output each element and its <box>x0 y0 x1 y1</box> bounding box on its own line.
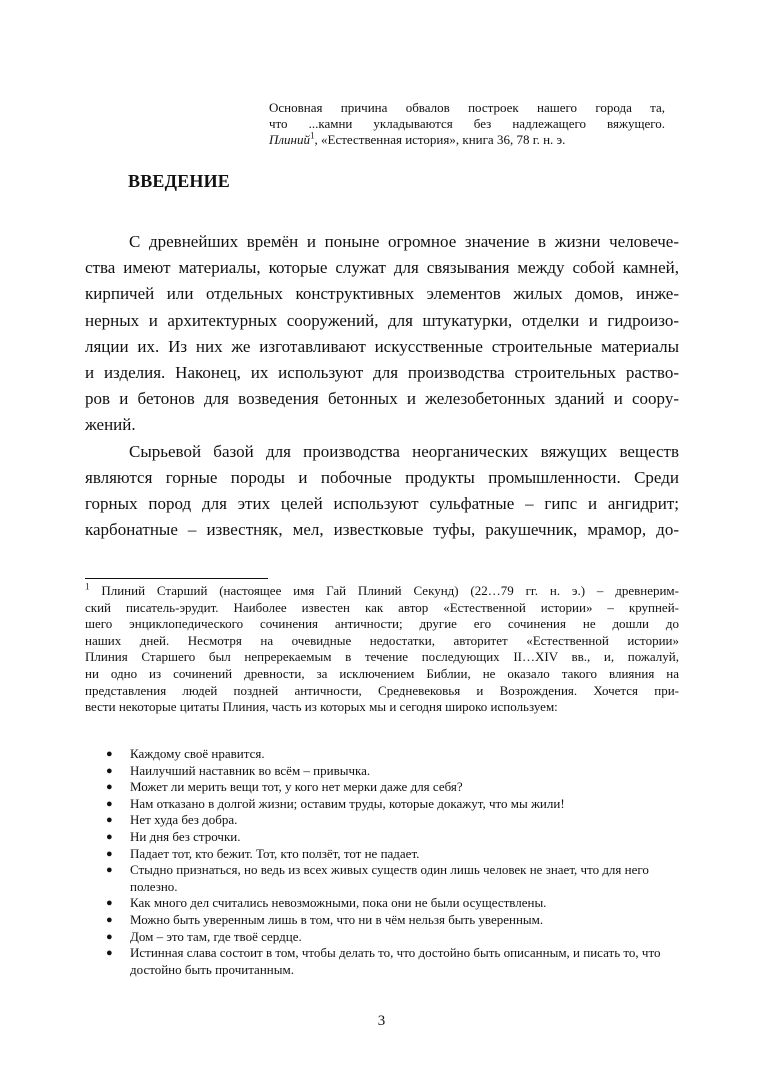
footnote-line: Плиния Старшего был непререкаемым в течение последующих II…XIV вв., и, пожалуй, <box>85 649 679 665</box>
footnote-line: наших дней. Несмотря на очевидные недостатки, авторитет «Естественной истории» <box>85 632 679 648</box>
section-heading: ВВЕДЕНИЕ <box>128 171 231 191</box>
footnote-line: вести некоторые цитаты Плиния, часть из которых мы и сегодня широко используем: <box>85 699 558 715</box>
footnote-line: $^1$ Плиний Старший (настоящее имя Гай Плиний Секунд) (22…79 гг. н. э.) – древнерим- <box>85 581 679 598</box>
paragraph-line: ров и бетонов для возведения бетонных и железобетонных зданий и соору- <box>85 389 679 409</box>
quote-text: Ни дня без строчки. <box>130 828 241 844</box>
epigraph-line: Основная причина обвалов построек нашего города та, <box>269 100 665 115</box>
quote-item <box>85 929 679 946</box>
footnote-line: шего энциклопедического сочинения античности; другие его сочинения не дошли до <box>85 616 679 632</box>
bullet-icon: ● <box>106 930 113 943</box>
quote-text: Наилучший наставник во всём – привычка. <box>130 762 371 778</box>
quote-item <box>85 812 679 829</box>
bullet-icon: ● <box>106 913 113 926</box>
quote-item <box>85 779 679 796</box>
paragraph-line: являются горные породы и побочные продукты промышленности. Среди <box>85 467 679 487</box>
footnote-line: ский писатель-эрудит. Наиболее известен как автор «Естественной истории» – крупней- <box>85 599 679 615</box>
body-text <box>85 229 679 543</box>
page-number: 3 <box>377 1013 386 1029</box>
paragraph-line: ства имеют материалы, которые служат для связывания между собой камней, <box>85 258 679 278</box>
quote-item <box>85 945 679 978</box>
bullet-icon: ● <box>106 864 113 877</box>
footnote <box>85 583 679 716</box>
paragraph-line: карбонатные – известняк, мел, известковые туфы, ракушечник, мрамор, до- <box>85 520 679 540</box>
paragraph-line: горных пород для этих целей используют сульфатные – гипс и ангидрит; <box>85 494 679 514</box>
bullet-icon: ● <box>106 847 113 860</box>
paragraph-line: Сырьевой базой для производства неорганических вяжущих веществ <box>129 441 679 461</box>
quote-item <box>85 895 679 912</box>
quote-text: Каждому своё нравится. <box>130 746 265 761</box>
footnote-line: ни одно из сочинений древности, за исключением Библии, не оказало такого влияния на <box>85 665 679 681</box>
quote-text: Стыдно признаться, но ведь из всех живых существ один лишь человек не знает, что для него полезно. <box>130 862 649 894</box>
bullet-icon: ● <box>106 830 113 843</box>
footnote-separator <box>85 578 268 579</box>
footnote-line: представления людей поздней античности, Средневековья и Возрождения. Хочется при- <box>85 682 679 698</box>
quote-text: Падает тот, кто бежит. Тот, кто ползёт, тот не падает. <box>130 845 420 861</box>
epigraph-attribution <box>269 132 665 148</box>
bullet-icon: ● <box>106 897 113 910</box>
epigraph-author: Плиний <box>269 132 311 147</box>
bullet-icon: ● <box>106 814 113 827</box>
paragraph-line: ляции их. Из них же изготавливают искусственные строительные материалы <box>85 336 679 356</box>
paragraph-line: кирпичей или отдельных конструктивных элементов жилых домов, инже- <box>85 284 679 304</box>
quote-item <box>85 829 679 846</box>
quote-item <box>85 746 679 763</box>
quote-item <box>85 862 679 895</box>
quote-text: Как много дел считались невозможными, пока они не были осуществлены. <box>130 895 547 911</box>
epigraph-line: что ...камни укладываются без надлежащего вяжущего. <box>269 116 665 131</box>
paragraph-line: С древнейших времён и поныне огромное значение в жизни человече- <box>129 232 679 251</box>
quote-text: Нам отказано в долгой жизни; оставим труды, которые докажут, что мы жили! <box>130 795 565 811</box>
bullet-icon: ● <box>106 947 113 960</box>
bullet-icon: ● <box>106 764 113 777</box>
bullet-icon: ● <box>106 797 113 810</box>
epigraph-source: , «Естественная история», книга 36, 78 г. н. э. <box>314 132 566 147</box>
quote-item <box>85 763 679 780</box>
footnote-reference[interactable]: 1 <box>310 130 315 141</box>
quotes-list <box>85 746 679 978</box>
paragraph-line: и изделия. Наконец, их используют для производства строительных раство- <box>85 363 679 383</box>
quote-item <box>85 912 679 929</box>
quote-text: Может ли мерить вещи тот, у кого нет мерки даже для себя? <box>130 779 463 795</box>
quote-text: Дом – это там, где твоё сердце. <box>130 928 302 944</box>
footnote-marker: 1 <box>85 581 90 592</box>
bullet-icon: ● <box>106 748 113 760</box>
paragraph-line: жений. <box>85 415 136 435</box>
quote-item <box>85 796 679 813</box>
quote-text: Истинная слава состоит в том, чтобы делать то, что достойно быть описанным, и писать то, что достойно быть прочитанным. <box>130 945 661 977</box>
bullet-icon: ● <box>106 781 113 794</box>
epigraph <box>269 100 665 148</box>
quote-item <box>85 846 679 863</box>
quote-text: Нет худа без добра. <box>130 812 238 828</box>
quote-text: Можно быть уверенным лишь в том, что ни в чём нельзя быть уверенным. <box>130 911 544 927</box>
paragraph-line: нерных и архитектурных сооружений, для штукатурки, отделки и гидроизо- <box>85 310 679 330</box>
